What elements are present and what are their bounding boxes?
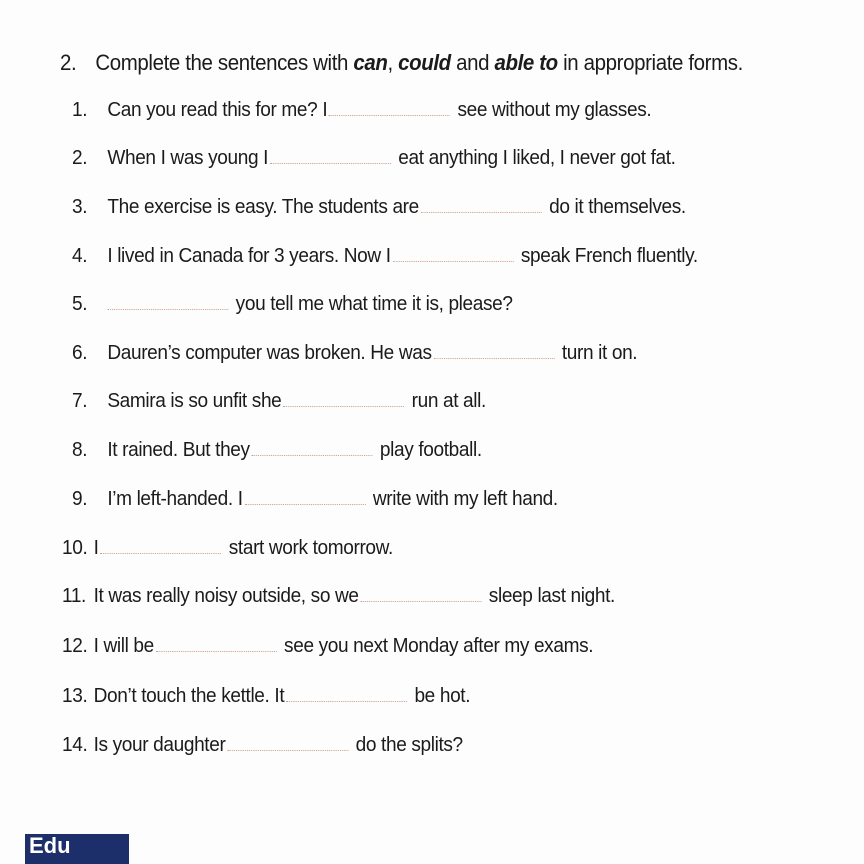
sentence-start: Don’t touch the kettle. It [93,684,285,707]
sentence-start: When I was young I [107,146,269,169]
sentence-item [72,195,686,219]
sentence-end: do the splits? [355,733,463,756]
sentence-item [72,487,558,511]
sentence-item [62,584,615,608]
publisher-logo: Edu [25,834,129,864]
sentence-end: eat anything I liked, I never got fat. [398,146,676,169]
sentence-end: sleep last night. [488,584,615,607]
item-number: 4. [72,244,88,267]
item-number: 12. [62,634,88,657]
sentence-item [72,389,486,413]
sentence-item [72,341,637,365]
item-number: 8. [72,438,88,461]
sentence-end: do it themselves. [549,195,686,218]
item-number: 9. [72,487,88,510]
sentence-item [62,733,463,757]
answer-blank[interactable] [283,405,404,407]
sentence-item [72,146,676,170]
word-able-to: able to [494,50,558,75]
sentence-item [72,438,482,462]
item-number: 6. [72,341,88,364]
answer-blank[interactable] [252,454,373,456]
item-number: 10. [62,536,88,559]
sentence-start: Is your daughter [93,733,226,756]
heading-and: and [450,50,495,75]
answer-blank[interactable] [329,114,450,116]
answer-blank[interactable] [107,308,228,310]
answer-blank[interactable] [100,552,221,554]
sentence-start: It rained. But they [107,438,250,461]
sentence-item [72,98,651,122]
answer-blank[interactable] [360,600,481,602]
exercise-heading [60,50,743,76]
sentence-item [72,244,698,268]
sentence-start: I’m left-handed. I [107,487,243,510]
sentence-end: play football. [379,438,482,461]
item-number: 3. [72,195,88,218]
answer-blank[interactable] [433,357,554,359]
answer-blank[interactable] [270,162,391,164]
word-can: can [353,50,388,75]
sentence-end: run at all. [411,389,486,412]
sentence-start: I will be [93,634,154,657]
sentence-item [62,684,470,708]
item-number: 13. [62,684,88,707]
sentence-end: be hot. [414,684,471,707]
item-number: 1. [72,98,88,121]
sentence-start: Can you read this for me? I [107,98,328,121]
item-number: 14. [62,733,88,756]
sentence-start: The exercise is easy. The students are [107,195,419,218]
answer-blank[interactable] [286,700,407,702]
sentence-end: start work tomorrow. [228,536,393,559]
answer-blank[interactable] [421,211,542,213]
sentence-end: you tell me what time it is, please? [235,292,513,315]
sentence-start: It was really noisy outside, so we [93,584,359,607]
sentence-end: speak French fluently. [520,244,698,267]
item-number: 5. [72,292,88,315]
sentence-start: I lived in Canada for 3 years. Now I [107,244,391,267]
sentence-end: turn it on. [561,341,638,364]
sentence-start: I [93,536,99,559]
sentence-item [72,292,513,316]
item-number: 2. [72,146,88,169]
comma: , [387,50,399,75]
item-number: 7. [72,389,88,412]
sentence-item [62,634,593,658]
heading-end: in appropriate forms. [557,50,743,75]
answer-blank[interactable] [245,503,366,505]
answer-blank[interactable] [156,650,277,652]
sentence-item [62,536,393,560]
item-number: 11. [62,584,86,607]
answer-blank[interactable] [227,749,348,751]
sentence-end: see you next Monday after my exams. [284,634,594,657]
heading-text: Complete the sentences with [95,50,354,75]
word-could: could [398,50,451,75]
sentence-start: Samira is so unfit she [107,389,282,412]
answer-blank[interactable] [393,260,514,262]
sentence-end: write with my left hand. [372,487,558,510]
sentence-start: Dauren’s computer was broken. He was [107,341,432,364]
sentence-end: see without my glasses. [457,98,652,121]
heading-number: 2. [60,50,77,75]
